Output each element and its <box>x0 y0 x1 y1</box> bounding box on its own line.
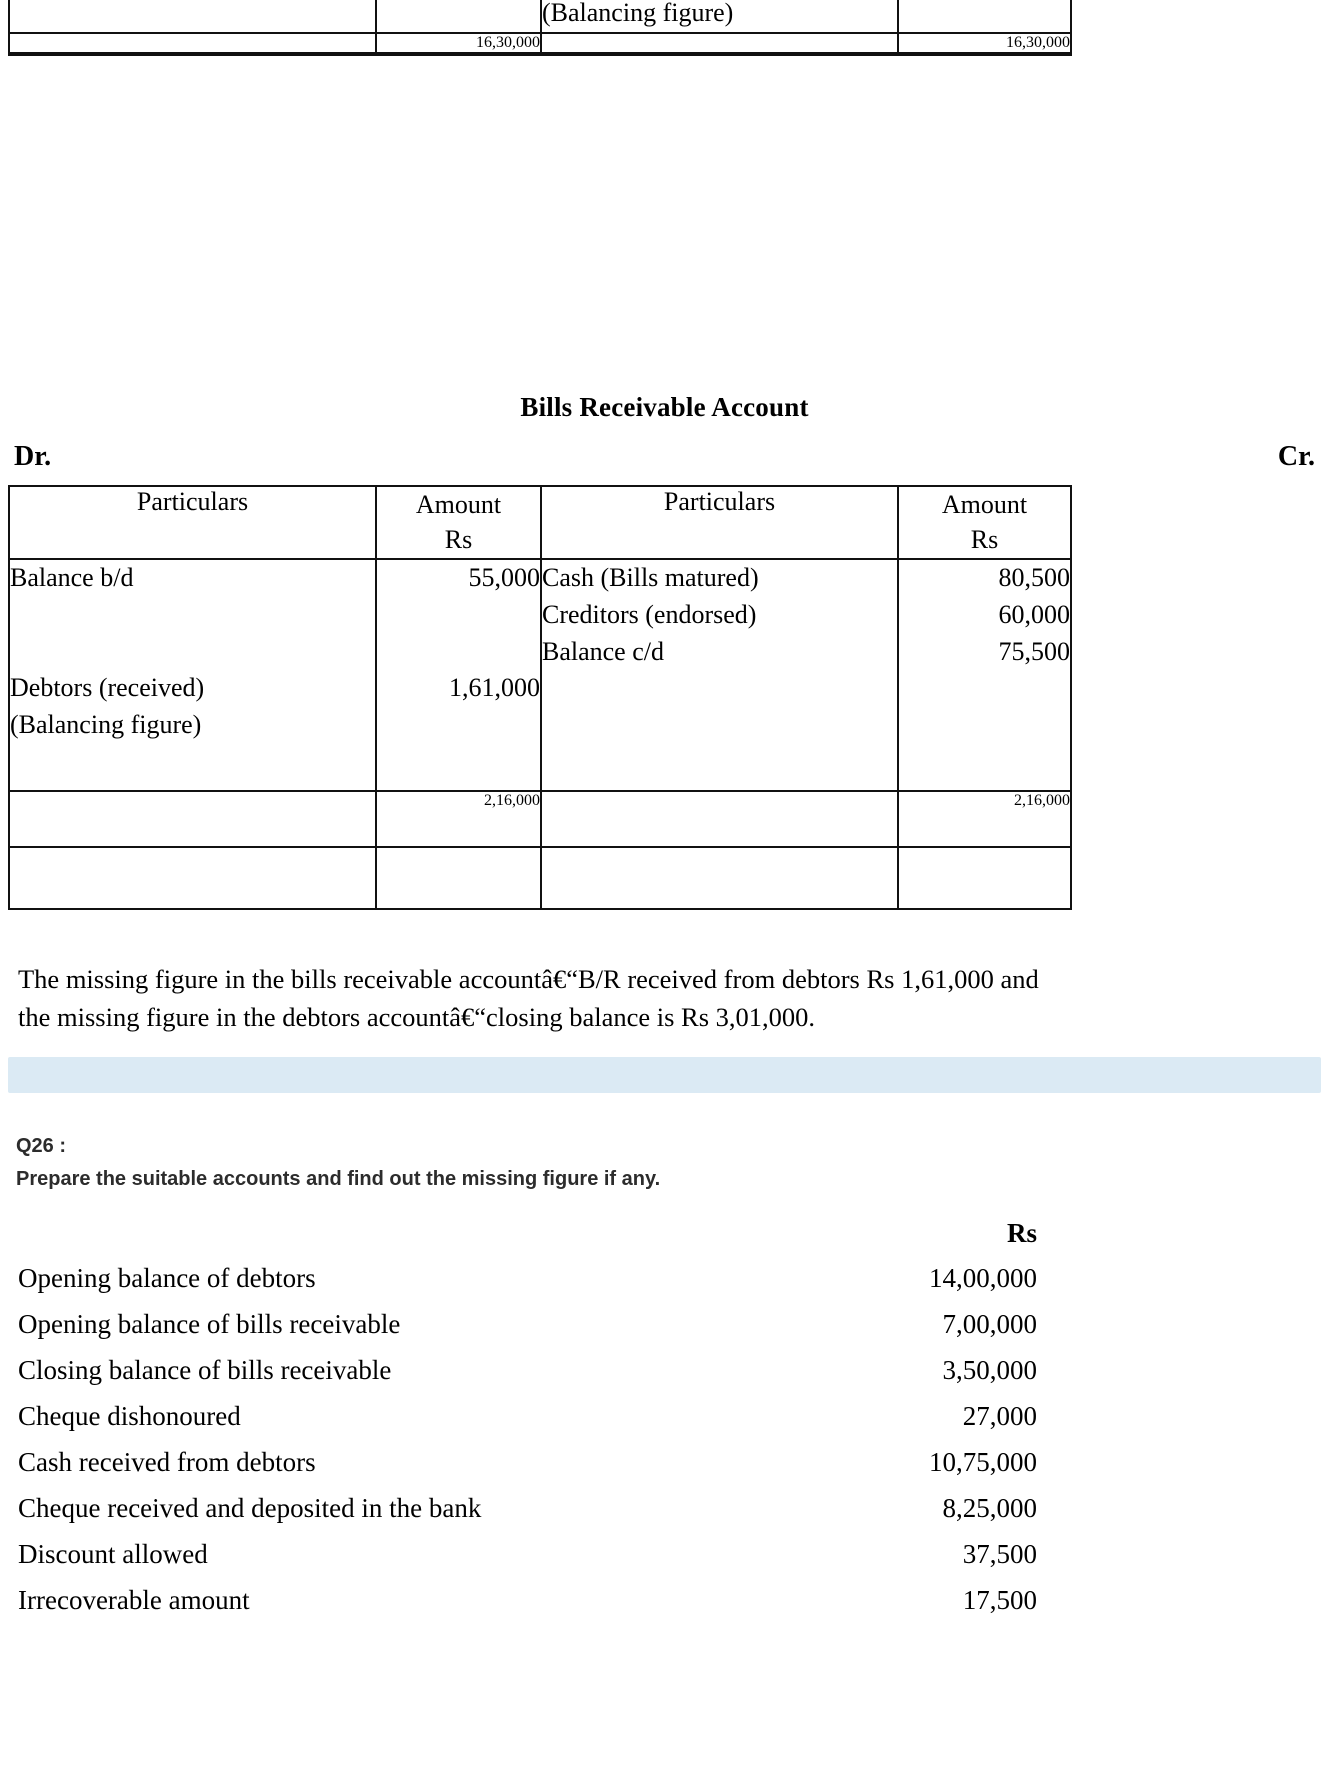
item-amount: 37,500 <box>962 1539 1037 1570</box>
list-item <box>0 1587 1329 1633</box>
list-item <box>0 1449 1329 1495</box>
particular-text: Debtors (received) <box>10 673 205 703</box>
particular-text: Creditors (endorsed) <box>542 599 757 629</box>
cell-left-amounts <box>376 0 541 33</box>
item-amount: 10,75,000 <box>929 1447 1037 1478</box>
dr-cr-row <box>0 441 1329 473</box>
total-right: 2,16,000 <box>898 791 1071 847</box>
cr-label: Cr. <box>1277 441 1315 472</box>
cell-right-particulars <box>541 559 898 791</box>
table-total-row <box>9 33 1071 53</box>
amount-value: 75,500 <box>998 636 1070 666</box>
cell-blank <box>541 33 898 53</box>
header-rs-text: Rs <box>444 525 473 555</box>
particular-text: (Balancing figure) <box>542 0 734 27</box>
table-row <box>9 559 1071 791</box>
cell-blank <box>9 33 376 53</box>
question-block <box>0 1131 1329 1194</box>
section-divider-band <box>8 1057 1321 1093</box>
total-left: 16,30,000 <box>376 33 541 53</box>
missing-figure-note <box>0 960 1329 1037</box>
bills-receivable-account-title: Bills Receivable Account <box>520 392 809 422</box>
table-row <box>9 0 1071 33</box>
currency-column-header: Rs <box>1006 1218 1037 1249</box>
header-amount-left <box>376 486 541 559</box>
header-particulars-right: Particulars <box>541 486 898 559</box>
debtors-account-continued-table <box>8 0 1072 56</box>
particular-text: Balance c/d <box>542 636 664 666</box>
amount-value: 1,61,000 <box>449 673 540 703</box>
item-label: Cheque dishonoured <box>18 1401 241 1432</box>
amount-value: 60,000 <box>998 599 1070 629</box>
question-label: Q26 : <box>16 1135 67 1158</box>
cell-blank <box>9 847 376 909</box>
item-label: Cash received from debtors <box>18 1447 316 1478</box>
cell-blank <box>898 53 1071 55</box>
list-item <box>0 1357 1329 1403</box>
bills-receivable-account-table <box>8 485 1072 910</box>
item-amount: 14,00,000 <box>929 1263 1037 1294</box>
item-label: Cheque received and deposited in the bank <box>18 1493 482 1524</box>
cell-blank <box>9 791 376 847</box>
question-prompt: Prepare the suitable accounts and find out the missing figure if any. <box>16 1168 661 1191</box>
cell-blank <box>898 847 1071 909</box>
cell-left-particulars <box>9 559 376 791</box>
cell-blank <box>541 791 898 847</box>
list-item <box>0 1495 1329 1541</box>
header-amount-text: Amount <box>415 490 502 519</box>
particular-text: (Balancing figure) <box>10 710 202 740</box>
list-item <box>0 1265 1329 1311</box>
item-amount: 8,25,000 <box>942 1493 1037 1524</box>
note-line-1: The missing figure in the bills receivable accountâ€“B/R received from debtors Rs 1,61,000 and <box>18 963 1039 994</box>
cell-blank <box>376 847 541 909</box>
table-total-row <box>9 791 1071 847</box>
item-label: Irrecoverable amount <box>18 1585 250 1616</box>
list-item <box>0 1311 1329 1357</box>
table-tail-row <box>9 53 1071 55</box>
item-amount: 27,000 <box>962 1401 1037 1432</box>
item-amount: 3,50,000 <box>942 1355 1037 1386</box>
amount-value: 80,500 <box>998 562 1070 592</box>
cell-right-amounts <box>898 559 1071 791</box>
debtors-account-continued-wrapper <box>0 0 1329 330</box>
total-left: 2,16,000 <box>376 791 541 847</box>
list-item <box>0 1403 1329 1449</box>
header-particulars-left: Particulars <box>9 486 376 559</box>
item-label: Opening balance of bills receivable <box>18 1309 401 1340</box>
cell-blank <box>541 847 898 909</box>
item-amount: 7,00,000 <box>942 1309 1037 1340</box>
cell-left-particulars <box>9 0 376 33</box>
cell-blank <box>9 53 376 55</box>
cell-right-particulars <box>541 0 898 33</box>
cell-right-amounts <box>898 0 1071 33</box>
particular-text: Cash (Bills matured) <box>542 562 759 592</box>
total-right: 16,30,000 <box>898 33 1071 53</box>
header-amount-text: Amount <box>941 490 1028 519</box>
item-label: Closing balance of bills receivable <box>18 1355 392 1386</box>
particular-text: Balance b/d <box>10 562 134 592</box>
dr-label: Dr. <box>14 441 52 472</box>
amount-value: 55,000 <box>468 562 540 592</box>
header-rs-text: Rs <box>970 525 999 555</box>
cell-blank <box>541 53 898 55</box>
note-line-2: the missing figure in the debtors accountâ€“closing balance is Rs 3,01,000. <box>18 1002 816 1033</box>
question-items-list <box>0 1265 1329 1633</box>
item-label: Discount allowed <box>18 1539 208 1570</box>
list-item <box>0 1541 1329 1587</box>
header-amount-right <box>898 486 1071 559</box>
item-amount: 17,500 <box>962 1585 1037 1616</box>
table-tail-row <box>9 847 1071 909</box>
cell-blank <box>376 53 541 55</box>
table-header-row <box>9 486 1071 559</box>
item-label: Opening balance of debtors <box>18 1263 316 1294</box>
cell-left-amounts <box>376 559 541 791</box>
